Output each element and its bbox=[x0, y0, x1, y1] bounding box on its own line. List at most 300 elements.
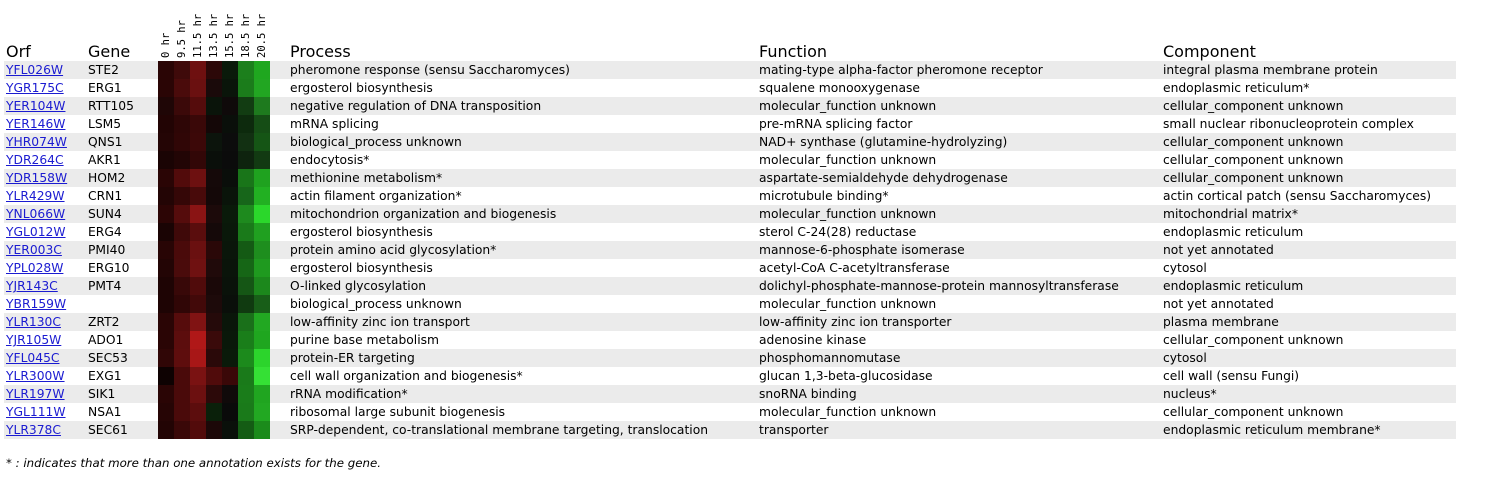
heatmap-cell bbox=[238, 79, 254, 97]
function-text: sterol C-24(28) reductase bbox=[759, 225, 917, 239]
process-text: negative regulation of DNA transposition bbox=[290, 99, 542, 113]
orf-link[interactable]: YDR158W bbox=[6, 171, 68, 185]
component-text: plasma membrane bbox=[1163, 315, 1279, 329]
process-text: cell wall organization and biogenesis* bbox=[290, 369, 523, 383]
component-text: cellular_component unknown bbox=[1163, 171, 1344, 185]
header-timepoint: 0 hr bbox=[160, 32, 172, 58]
heatmap-cell bbox=[206, 241, 222, 259]
process-text: rRNA modification* bbox=[290, 387, 408, 401]
heatmap-cell bbox=[190, 169, 206, 187]
orf-link[interactable]: YGL111W bbox=[6, 405, 66, 419]
gene-name: ADO1 bbox=[88, 333, 124, 347]
heatmap-cell bbox=[222, 403, 238, 421]
expression-heatmap bbox=[158, 241, 270, 259]
header-function: Function bbox=[759, 42, 828, 61]
orf-link[interactable]: YLR378C bbox=[6, 423, 61, 437]
heatmap-cell bbox=[158, 403, 174, 421]
heatmap-cell bbox=[222, 385, 238, 403]
component-text: cytosol bbox=[1163, 351, 1207, 365]
heatmap-cell bbox=[254, 133, 270, 151]
heatmap-cell bbox=[206, 205, 222, 223]
heatmap-cell bbox=[158, 367, 174, 385]
heatmap-cell bbox=[174, 349, 190, 367]
heatmap-cell bbox=[174, 241, 190, 259]
heatmap-cell bbox=[174, 223, 190, 241]
heatmap-cell bbox=[238, 367, 254, 385]
heatmap-cell bbox=[254, 385, 270, 403]
expression-heatmap bbox=[158, 259, 270, 277]
heatmap-cell bbox=[174, 187, 190, 205]
heatmap-cell bbox=[222, 97, 238, 115]
process-text: biological_process unknown bbox=[290, 135, 462, 149]
header-orf: Orf bbox=[6, 42, 31, 61]
heatmap-cell bbox=[190, 61, 206, 79]
heatmap-cell bbox=[238, 115, 254, 133]
heatmap-cell bbox=[222, 115, 238, 133]
table-row bbox=[4, 97, 1456, 115]
table-row bbox=[4, 205, 1456, 223]
component-text: not yet annotated bbox=[1163, 297, 1274, 311]
header-timepoint: 20.5 hr bbox=[256, 13, 268, 58]
gene-name: PMI40 bbox=[88, 243, 126, 257]
header-timepoint: 15.5 hr bbox=[224, 13, 236, 58]
orf-link[interactable]: YNL066W bbox=[6, 207, 66, 221]
expression-heatmap bbox=[158, 367, 270, 385]
heatmap-cell bbox=[206, 259, 222, 277]
heatmap-cell bbox=[238, 349, 254, 367]
heatmap-cell bbox=[190, 205, 206, 223]
orf-link[interactable]: YBR159W bbox=[6, 297, 67, 311]
process-text: pheromone response (sensu Saccharomyces) bbox=[290, 63, 570, 77]
heatmap-cell bbox=[222, 241, 238, 259]
orf-link[interactable]: YGL012W bbox=[6, 225, 66, 239]
heatmap-cell bbox=[158, 223, 174, 241]
gene-name: ERG10 bbox=[88, 261, 130, 275]
table-row bbox=[4, 277, 1456, 295]
function-text: phosphomannomutase bbox=[759, 351, 901, 365]
gene-name: HOM2 bbox=[88, 171, 126, 185]
process-text: ribosomal large subunit biogenesis bbox=[290, 405, 506, 419]
gene-name: STE2 bbox=[88, 63, 119, 77]
gene-name: AKR1 bbox=[88, 153, 121, 167]
heatmap-cell bbox=[238, 295, 254, 313]
heatmap-cell bbox=[222, 61, 238, 79]
gene-name: NSA1 bbox=[88, 405, 122, 419]
function-text: aspartate-semialdehyde dehydrogenase bbox=[759, 171, 1008, 185]
heatmap-cell bbox=[206, 79, 222, 97]
table-row bbox=[4, 241, 1456, 259]
component-text: cell wall (sensu Fungi) bbox=[1163, 369, 1300, 383]
heatmap-cell bbox=[190, 115, 206, 133]
heatmap-cell bbox=[254, 97, 270, 115]
heatmap-cell bbox=[190, 403, 206, 421]
expression-heatmap bbox=[158, 151, 270, 169]
process-text: actin filament organization* bbox=[290, 189, 462, 203]
header-timepoint: 9.5 hr bbox=[176, 20, 188, 58]
heatmap-cell bbox=[158, 349, 174, 367]
heatmap-cell bbox=[190, 421, 206, 439]
heatmap-cell bbox=[206, 97, 222, 115]
heatmap-cell bbox=[174, 367, 190, 385]
heatmap-cell bbox=[222, 313, 238, 331]
expression-heatmap bbox=[158, 205, 270, 223]
table-row bbox=[4, 133, 1456, 151]
expression-heatmap bbox=[158, 187, 270, 205]
heatmap-cell bbox=[158, 331, 174, 349]
function-text: molecular_function unknown bbox=[759, 153, 937, 167]
heatmap-cell bbox=[190, 133, 206, 151]
heatmap-cell bbox=[254, 349, 270, 367]
gene-name: RTT105 bbox=[88, 99, 134, 113]
component-text: endoplasmic reticulum bbox=[1163, 225, 1304, 239]
heatmap-cell bbox=[222, 349, 238, 367]
heatmap-cell bbox=[158, 187, 174, 205]
expression-heatmap bbox=[158, 97, 270, 115]
expression-heatmap bbox=[158, 349, 270, 367]
table-row bbox=[4, 331, 1456, 349]
heatmap-cell bbox=[254, 79, 270, 97]
gene-name: ERG1 bbox=[88, 81, 122, 95]
heatmap-cell bbox=[174, 79, 190, 97]
header-timepoint: 11.5 hr bbox=[192, 13, 204, 58]
expression-heatmap bbox=[158, 79, 270, 97]
heatmap-cell bbox=[174, 61, 190, 79]
heatmap-cell bbox=[158, 79, 174, 97]
component-text: small nuclear ribonucleoprotein complex bbox=[1163, 117, 1414, 131]
orf-link[interactable]: YJR105W bbox=[6, 333, 62, 347]
heatmap-cell bbox=[158, 259, 174, 277]
heatmap-cell bbox=[238, 61, 254, 79]
process-text: purine base metabolism bbox=[290, 333, 440, 347]
heatmap-cell bbox=[254, 313, 270, 331]
table-row bbox=[4, 367, 1456, 385]
header-process: Process bbox=[290, 42, 351, 61]
heatmap-cell bbox=[238, 205, 254, 223]
orf-link[interactable]: YLR197W bbox=[6, 387, 65, 401]
process-text: ergosterol biosynthesis bbox=[290, 261, 433, 275]
expression-heatmap bbox=[158, 169, 270, 187]
heatmap-cell bbox=[190, 97, 206, 115]
heatmap-cell bbox=[222, 259, 238, 277]
heatmap-cell bbox=[254, 223, 270, 241]
heatmap-cell bbox=[254, 295, 270, 313]
function-text: microtubule binding* bbox=[759, 189, 889, 203]
component-text: cellular_component unknown bbox=[1163, 135, 1344, 149]
heatmap-cell bbox=[206, 61, 222, 79]
heatmap-cell bbox=[190, 331, 206, 349]
heatmap-cell bbox=[206, 223, 222, 241]
expression-heatmap bbox=[158, 223, 270, 241]
heatmap-cell bbox=[206, 331, 222, 349]
expression-heatmap bbox=[158, 385, 270, 403]
heatmap-cell bbox=[158, 151, 174, 169]
heatmap-cell bbox=[190, 187, 206, 205]
heatmap-cell bbox=[158, 205, 174, 223]
expression-heatmap bbox=[158, 277, 270, 295]
component-text: not yet annotated bbox=[1163, 243, 1274, 257]
function-text: adenosine kinase bbox=[759, 333, 867, 347]
function-text: acetyl-CoA C-acetyltransferase bbox=[759, 261, 950, 275]
heatmap-cell bbox=[190, 385, 206, 403]
process-text: O-linked glycosylation bbox=[290, 279, 427, 293]
gene-name: SEC53 bbox=[88, 351, 128, 365]
table-row bbox=[4, 259, 1456, 277]
heatmap-cell bbox=[174, 205, 190, 223]
heatmap-cell bbox=[238, 241, 254, 259]
process-text: endocytosis* bbox=[290, 153, 370, 167]
heatmap-cell bbox=[206, 367, 222, 385]
heatmap-cell bbox=[222, 331, 238, 349]
heatmap-cell bbox=[222, 295, 238, 313]
gene-name: SIK1 bbox=[88, 387, 116, 401]
table-row bbox=[4, 349, 1456, 367]
orf-link[interactable]: YER003C bbox=[6, 243, 62, 257]
heatmap-cell bbox=[158, 241, 174, 259]
gene-name: PMT4 bbox=[88, 279, 122, 293]
component-text: nucleus* bbox=[1163, 387, 1217, 401]
table-row bbox=[4, 115, 1456, 133]
function-text: glucan 1,3-beta-glucosidase bbox=[759, 369, 933, 383]
heatmap-cell bbox=[254, 259, 270, 277]
function-text: pre-mRNA splicing factor bbox=[759, 117, 913, 131]
heatmap-cell bbox=[254, 115, 270, 133]
heatmap-cell bbox=[254, 403, 270, 421]
heatmap-cell bbox=[174, 421, 190, 439]
heatmap-cell bbox=[238, 133, 254, 151]
heatmap-cell bbox=[174, 97, 190, 115]
heatmap-cell bbox=[238, 331, 254, 349]
heatmap-cell bbox=[174, 313, 190, 331]
heatmap-cell bbox=[174, 385, 190, 403]
heatmap-cell bbox=[190, 241, 206, 259]
heatmap-cell bbox=[174, 115, 190, 133]
component-text: actin cortical patch (sensu Saccharomyces) bbox=[1163, 189, 1432, 203]
function-text: squalene monooxygenase bbox=[759, 81, 920, 95]
heatmap-cell bbox=[174, 259, 190, 277]
process-text: methionine metabolism* bbox=[290, 171, 443, 185]
table-row bbox=[4, 169, 1456, 187]
function-text: molecular_function unknown bbox=[759, 207, 937, 221]
process-text: SRP-dependent, co-translational membrane targeting, translocation bbox=[290, 423, 709, 437]
process-text: biological_process unknown bbox=[290, 297, 462, 311]
heatmap-cell bbox=[238, 223, 254, 241]
function-text: NAD+ synthase (glutamine-hydrolyzing) bbox=[759, 135, 1008, 149]
gene-name: SEC61 bbox=[88, 423, 128, 437]
heatmap-cell bbox=[222, 367, 238, 385]
heatmap-cell bbox=[206, 277, 222, 295]
heatmap-cell bbox=[158, 133, 174, 151]
heatmap-cell bbox=[222, 151, 238, 169]
table-row bbox=[4, 313, 1456, 331]
heatmap-cell bbox=[190, 367, 206, 385]
function-text: molecular_function unknown bbox=[759, 297, 937, 311]
heatmap-cell bbox=[254, 187, 270, 205]
heatmap-cell bbox=[238, 169, 254, 187]
heatmap-cell bbox=[174, 331, 190, 349]
heatmap-cell bbox=[190, 223, 206, 241]
heatmap-cell bbox=[254, 331, 270, 349]
orf-link[interactable]: YLR429W bbox=[6, 189, 65, 203]
process-text: protein amino acid glycosylation* bbox=[290, 243, 497, 257]
heatmap-cell bbox=[158, 169, 174, 187]
heatmap-cell bbox=[254, 61, 270, 79]
heatmap-cell bbox=[206, 385, 222, 403]
heatmap-cell bbox=[206, 295, 222, 313]
heatmap-cell bbox=[222, 169, 238, 187]
heatmap-cell bbox=[190, 313, 206, 331]
header-timepoint: 13.5 hr bbox=[208, 13, 220, 58]
orf-link[interactable]: YLR300W bbox=[6, 369, 65, 383]
heatmap-cell bbox=[190, 277, 206, 295]
heatmap-cell bbox=[238, 385, 254, 403]
expression-heatmap bbox=[158, 295, 270, 313]
function-text: mating-type alpha-factor pheromone receptor bbox=[759, 63, 1043, 77]
heatmap-cell bbox=[174, 169, 190, 187]
heatmap-cell bbox=[222, 79, 238, 97]
heatmap-cell bbox=[206, 187, 222, 205]
gene-name: CRN1 bbox=[88, 189, 123, 203]
heatmap-cell bbox=[190, 295, 206, 313]
heatmap-cell bbox=[206, 115, 222, 133]
heatmap-cell bbox=[158, 421, 174, 439]
function-text: snoRNA binding bbox=[759, 387, 857, 401]
heatmap-cell bbox=[190, 259, 206, 277]
heatmap-cell bbox=[158, 97, 174, 115]
heatmap-cell bbox=[174, 403, 190, 421]
heatmap-cell bbox=[206, 133, 222, 151]
heatmap-cell bbox=[174, 133, 190, 151]
table-row bbox=[4, 151, 1456, 169]
heatmap-cell bbox=[254, 151, 270, 169]
expression-heatmap bbox=[158, 115, 270, 133]
heatmap-cell bbox=[174, 295, 190, 313]
component-text: endoplasmic reticulum bbox=[1163, 279, 1304, 293]
header-gene: Gene bbox=[88, 42, 131, 61]
orf-link[interactable]: YHR074W bbox=[6, 135, 67, 149]
component-text: mitochondrial matrix* bbox=[1163, 207, 1298, 221]
process-text: mRNA splicing bbox=[290, 117, 379, 131]
heatmap-cell bbox=[254, 205, 270, 223]
component-text: cytosol bbox=[1163, 261, 1207, 275]
heatmap-cell bbox=[254, 241, 270, 259]
heatmap-cell bbox=[222, 187, 238, 205]
process-text: low-affinity zinc ion transport bbox=[290, 315, 470, 329]
component-text: endoplasmic reticulum membrane* bbox=[1163, 423, 1381, 437]
component-text: endoplasmic reticulum* bbox=[1163, 81, 1310, 95]
gene-name: QNS1 bbox=[88, 135, 123, 149]
expression-heatmap bbox=[158, 403, 270, 421]
table-row bbox=[4, 223, 1456, 241]
orf-link[interactable]: YLR130C bbox=[6, 315, 61, 329]
heatmap-cell bbox=[206, 421, 222, 439]
table-row bbox=[4, 187, 1456, 205]
heatmap-cell bbox=[238, 259, 254, 277]
heatmap-cell bbox=[190, 151, 206, 169]
expression-heatmap bbox=[158, 133, 270, 151]
heatmap-cell bbox=[238, 403, 254, 421]
function-text: molecular_function unknown bbox=[759, 405, 937, 419]
heatmap-cell bbox=[254, 367, 270, 385]
component-text: integral plasma membrane protein bbox=[1163, 63, 1378, 77]
component-text: cellular_component unknown bbox=[1163, 333, 1344, 347]
heatmap-cell bbox=[222, 223, 238, 241]
heatmap-cell bbox=[238, 97, 254, 115]
gene-name: LSM5 bbox=[88, 117, 122, 131]
heatmap-cell bbox=[158, 313, 174, 331]
gene-name: EXG1 bbox=[88, 369, 122, 383]
heatmap-cell bbox=[222, 205, 238, 223]
process-text: protein-ER targeting bbox=[290, 351, 415, 365]
orf-link[interactable]: YER104W bbox=[6, 99, 66, 113]
heatmap-cell bbox=[158, 295, 174, 313]
heatmap-cell bbox=[190, 79, 206, 97]
heatmap-cell bbox=[238, 277, 254, 295]
heatmap-cell bbox=[238, 421, 254, 439]
orf-link[interactable]: YER146W bbox=[6, 117, 66, 131]
heatmap-cell bbox=[206, 313, 222, 331]
heatmap-cell bbox=[158, 115, 174, 133]
heatmap-cell bbox=[174, 277, 190, 295]
heatmap-cell bbox=[158, 277, 174, 295]
heatmap-cell bbox=[254, 421, 270, 439]
header-component: Component bbox=[1163, 42, 1256, 61]
orf-link[interactable]: YPL028W bbox=[6, 261, 64, 275]
process-text: ergosterol biosynthesis bbox=[290, 225, 433, 239]
heatmap-cell bbox=[238, 187, 254, 205]
heatmap-cell bbox=[222, 421, 238, 439]
function-text: mannose-6-phosphate isomerase bbox=[759, 243, 965, 257]
component-text: cellular_component unknown bbox=[1163, 99, 1344, 113]
function-text: molecular_function unknown bbox=[759, 99, 937, 113]
heatmap-cell bbox=[238, 313, 254, 331]
orf-link[interactable]: YJR143C bbox=[6, 279, 58, 293]
table-row bbox=[4, 61, 1456, 79]
process-text: ergosterol biosynthesis bbox=[290, 81, 433, 95]
heatmap-cell bbox=[206, 169, 222, 187]
heatmap-cell bbox=[206, 349, 222, 367]
heatmap-cell bbox=[238, 151, 254, 169]
gene-name: ERG4 bbox=[88, 225, 122, 239]
table-row bbox=[4, 79, 1456, 97]
orf-link[interactable]: YDR264C bbox=[6, 153, 64, 167]
component-text: cellular_component unknown bbox=[1163, 153, 1344, 167]
orf-link[interactable]: YFL045C bbox=[6, 351, 60, 365]
heatmap-cell bbox=[158, 61, 174, 79]
gene-name: SUN4 bbox=[88, 207, 122, 221]
table-row bbox=[4, 385, 1456, 403]
function-text: transporter bbox=[759, 423, 829, 437]
function-text: low-affinity zinc ion transporter bbox=[759, 315, 952, 329]
expression-heatmap bbox=[158, 61, 270, 79]
heatmap-cell bbox=[222, 133, 238, 151]
heatmap-cell bbox=[254, 277, 270, 295]
footnote: * : indicates that more than one annotation exists for the gene. bbox=[6, 456, 382, 470]
heatmap-cell bbox=[190, 349, 206, 367]
expression-heatmap bbox=[158, 421, 270, 439]
heatmap-cell bbox=[254, 169, 270, 187]
heatmap-cell bbox=[174, 151, 190, 169]
function-text: dolichyl-phosphate-mannose-protein mannosyltransferase bbox=[759, 279, 1119, 293]
heatmap-cell bbox=[206, 151, 222, 169]
component-text: cellular_component unknown bbox=[1163, 405, 1344, 419]
orf-link[interactable]: YFL026W bbox=[6, 63, 64, 77]
heatmap-cell bbox=[206, 403, 222, 421]
table-row bbox=[4, 295, 1456, 313]
header-timepoint: 18.5 hr bbox=[240, 13, 252, 58]
expression-heatmap bbox=[158, 313, 270, 331]
gene-name: ZRT2 bbox=[88, 315, 120, 329]
orf-link[interactable]: YGR175C bbox=[6, 81, 64, 95]
